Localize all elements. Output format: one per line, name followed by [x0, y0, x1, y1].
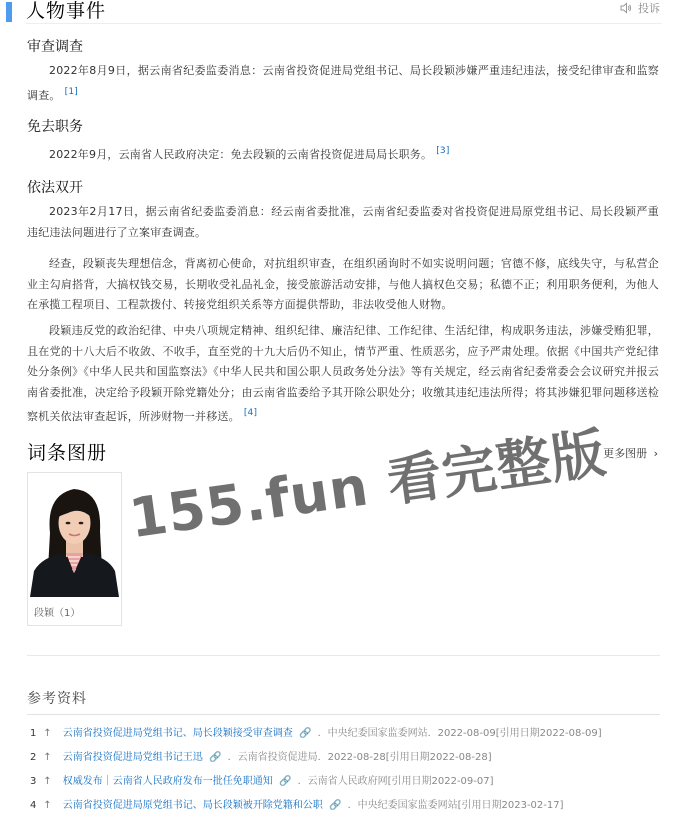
reference-item: 1 ↑ 云南省投资促进局党组书记、局长段颖接受审查调查 🔗 ．中央纪委国家监委网站．2022-08-09[引用日期2022-08-09]: [30, 728, 602, 739]
divider: [27, 714, 660, 715]
reference-item: 4 ↑ 云南省投资促进局原党组书记、局长段颖被开除党籍和公职 🔗 ．中央纪委国家监委网站[引用日期2023-02-17]: [30, 800, 564, 811]
event-heading: 依法双开: [27, 180, 83, 196]
reference-link[interactable]: 云南省投资促进局党组书记王迅: [62, 752, 203, 763]
citation-link[interactable]: [1]: [64, 86, 78, 97]
portrait-image: [28, 473, 121, 597]
event-paragraph: 经查，段颖丧失理想信念，背离初心使命，对抗组织审查，在组织函询时不如实说明问题；官德不修，底线失守，与私营企业主勾肩搭背，大搞权钱交易，长期收受礼品礼金，接受旅游活动安排，与他人搞权色交易；私德不正；利用职务便利，为他人在承揽工程项目、工程款拨付、转接党组织关系等方面提供帮助，非法收受他人财物。: [27, 257, 659, 311]
event-heading: 免去职务: [27, 119, 83, 135]
chevron-right-icon: ›: [653, 447, 658, 460]
link-icon: 🔗: [208, 752, 222, 763]
watermark-text: 155.fun 看完整版: [125, 421, 611, 551]
divider: [26, 23, 662, 24]
report-button[interactable]: [620, 0, 660, 16]
album-title: 词条图册: [27, 442, 108, 464]
event-paragraph: 2022年8月9日，据云南省纪委监委消息：云南省投资促进局党组书记、局长段颖涉嫌严重违纪违法，接受纪律审查和监察调查。 [1]: [27, 64, 659, 102]
link-icon: 🔗: [328, 800, 342, 811]
more-albums-link[interactable]: 更多图册 ›: [603, 447, 658, 460]
citation-link[interactable]: [4]: [243, 408, 258, 418]
divider: [27, 655, 660, 656]
reference-item: 3 ↑ 权威发布｜云南省人民政府发布一批任免职通知 🔗 ．云南省人民政府网[引用日期2022-09-07]: [30, 776, 494, 787]
arrow-up-icon[interactable]: ↑: [43, 728, 52, 739]
reference-link[interactable]: 云南省投资促进局原党组书记、局长段颖被开除党籍和公职: [62, 800, 323, 811]
event-heading: 审查调查: [27, 39, 83, 55]
album-caption: 段颖（1）: [34, 608, 81, 619]
references-title: 参考资料: [27, 691, 87, 707]
link-icon: 🔗: [278, 776, 292, 787]
reference-link[interactable]: 权威发布｜云南省人民政府发布一批任免职通知: [62, 776, 273, 787]
citation-link[interactable]: [3]: [436, 146, 450, 156]
link-icon: 🔗: [298, 728, 312, 739]
event-paragraph: 2022年9月，云南省人民政府决定：免去段颖的云南省投资促进局局长职务。 [3]: [49, 146, 450, 161]
speaker-icon: [620, 2, 632, 14]
arrow-up-icon[interactable]: ↑: [43, 776, 52, 787]
reference-link[interactable]: 云南省投资促进局党组书记、局长段颖接受审查调查: [62, 728, 293, 739]
arrow-up-icon[interactable]: ↑: [43, 752, 52, 763]
report-label: 投诉: [638, 2, 660, 15]
section-accent-bar: [6, 2, 12, 22]
album-card[interactable]: [27, 472, 122, 626]
arrow-up-icon[interactable]: ↑: [43, 800, 52, 811]
portrait-photo[interactable]: [28, 473, 121, 597]
section-title: 人物事件: [26, 0, 107, 22]
reference-item: 2 ↑ 云南省投资促进局党组书记王迅 🔗 ．云南省投资促进局．2022-08-28[引用日期2022-08-28]: [30, 752, 492, 763]
event-paragraph: 段颖违反党的政治纪律、中央八项规定精神、组织纪律、廉洁纪律、工作纪律、生活纪律，构成职务违法，涉嫌受贿犯罪，且在党的十八大后不收敛、不收手，直至党的十九大后仍不知止，情节严重、性质恶劣，应予严肃处理。依据《中国共产党纪律处分条例》《中华人民共和国监察法》《中华人民共和国公职人员政务处分法》等有关规定，经云南省纪委常委会会议研究并报云南省委批准，决定给予段颖开除党籍处分；由云南省监委给予其开除公职处分；收缴其违纪违法所得；将其涉嫌犯罪问题移送检察机关依法审查起诉，所涉财物一并移送。 [4]: [27, 324, 659, 423]
event-paragraph: 2023年2月17日，据云南省纪委监委消息：经云南省委批准，云南省纪委监委对省投资促进局原党组书记、局长段颖严重违纪违法问题进行了立案审查调查。: [27, 205, 659, 239]
